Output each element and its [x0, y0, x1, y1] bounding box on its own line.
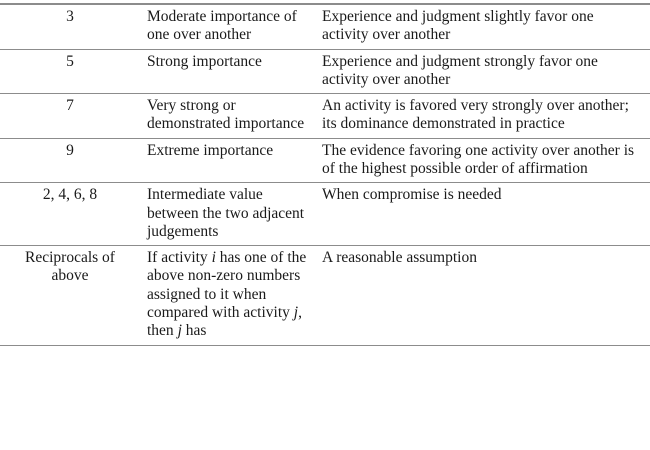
- definition-part-1: If activity: [147, 249, 212, 267]
- cell-explanation: Experience and judgment strongly favor one activity over another: [315, 49, 650, 94]
- table-row: [0, 94, 650, 139]
- cell-definition: [140, 246, 315, 345]
- cell-explanation: Experience and judgment slightly favor one activity over another: [315, 5, 650, 50]
- cell-definition: Intermediate value between the two adjacent judgements: [140, 183, 315, 246]
- cell-explanation: An activity is favored very strongly over another; its dominance demonstrated in practice: [315, 94, 650, 139]
- table-row: [0, 138, 650, 183]
- cell-explanation: When compromise is needed: [315, 183, 650, 246]
- definition-var-j: j: [293, 303, 299, 321]
- cell-intensity: 3: [0, 5, 140, 50]
- table-row: [0, 49, 650, 94]
- cell-intensity: 9: [0, 138, 140, 183]
- cell-explanation: A reasonable assumption: [315, 246, 650, 345]
- cell-intensity: 7: [0, 94, 140, 139]
- definition-part-2: has one of the above non-zero numbers assigned to it when compared with activity: [147, 249, 307, 321]
- definition-var-i: i: [211, 249, 216, 267]
- definition-var-j2: j: [177, 322, 182, 340]
- cell-intensity: Reciprocals of above: [0, 246, 140, 345]
- cell-definition: Moderate importance of one over another: [140, 5, 315, 50]
- definition-part-3: , then: [147, 303, 302, 340]
- cell-definition: Strong importance: [140, 49, 315, 94]
- table-row: [0, 183, 650, 246]
- cell-definition: Extreme importance: [140, 138, 315, 183]
- cell-explanation: The evidence favoring one activity over another is of the highest possible order of affirmation: [315, 138, 650, 183]
- definition-part-4: has: [181, 322, 207, 340]
- table-row: [0, 246, 650, 345]
- saaty-scale-table: [0, 4, 650, 346]
- cell-intensity: 5: [0, 49, 140, 94]
- table-row: [0, 5, 650, 50]
- cell-intensity: 2, 4, 6, 8: [0, 183, 140, 246]
- cell-definition: Very strong or demonstrated importance: [140, 94, 315, 139]
